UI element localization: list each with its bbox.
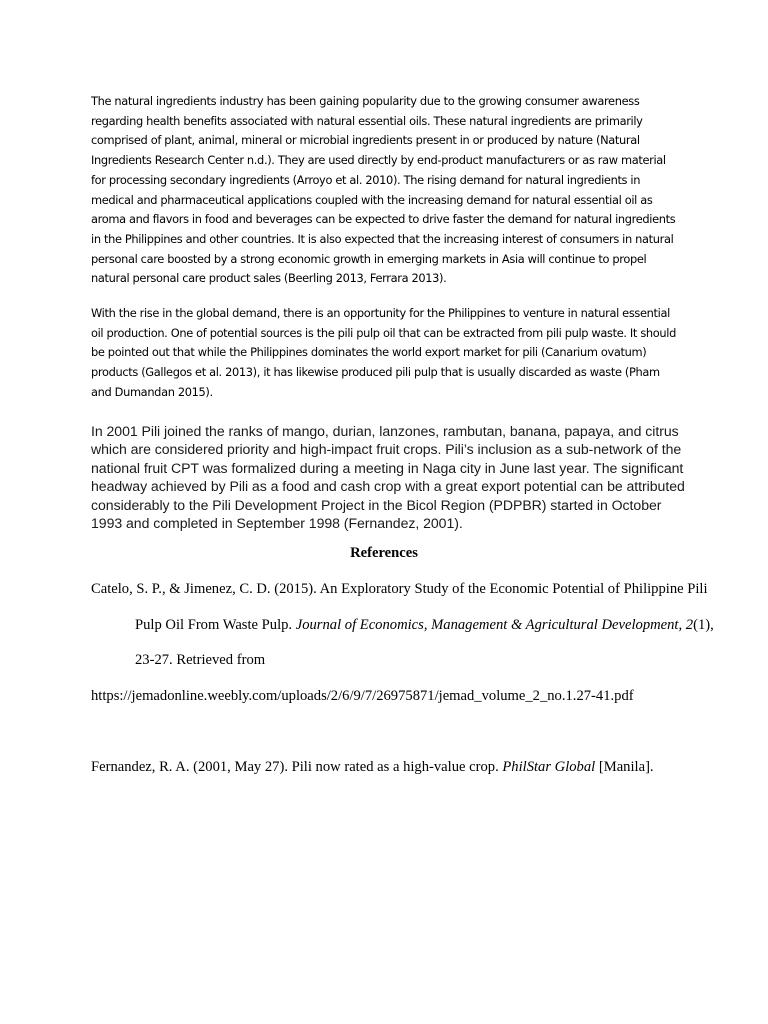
reference-2-place: [Manila]. <box>595 759 654 775</box>
reference-1-authors: Catelo, S. P., & Jimenez, C. D. (2015). An Exploratory Study of the Economic Potential of Philippine Pili Pulp Oil From Waste Pulp. <box>91 581 708 633</box>
reference-1-url[interactable]: https://jemadonline.weebly.com/uploads/2/6/9/7/26975871/jemad_volume_2_no.1.27-41.pdf <box>91 687 634 704</box>
reference-1-issue-pages: (1), 23-27. Retrieved from <box>135 616 714 669</box>
reference-1-journal: Journal of Economics, Management & Agricultural Development <box>295 616 679 633</box>
reference-1-volume: , 2 <box>678 616 694 633</box>
body-paragraph-1: The natural ingredients industry has been gaining popularity due to the growing consumer awareness regarding health benefits associated with natural essential oils. These natural ingredients are primarily comprised of plant, animal, mineral or microbial ingredients present in or produced by nature (Natural Ingredients Research Center n.d.). They are used directly by end-product manufacturers or as raw material for processing secondary ingredients (Arroyo et al. 2010). The rising demand for natural ingredients in medical and pharmaceutical applications coupled with the increasing demand for natural essential oil as aroma and flavors in food and beverages can be expected to drive faster the demand for natural ingredients in the Philippines and other countries. It is also expected that the increasing interest of consumers in natural personal care boosted by a strong economic growth in emerging markets in Asia will continue to propel natural personal care product sales (Beerling 2013, Ferrara 2013). <box>91 94 676 286</box>
references-heading: References <box>350 545 418 561</box>
reference-entry-2 <box>91 750 735 786</box>
body-paragraph-3: In 2001 Pili joined the ranks of mango, durian, lanzones, rambutan, banana, papaya, and citrus which are considered priority and high-impact fruit crops. Pili’s inclusion as a sub-network of the national fruit CPT was formalized during a meeting in Naga city in June last year. The significant headway achieved by Pili as a food and cash crop with a great export potential can be attributed considerably to the Pili Development Project in the Bicol Region (PDPBR) started in October 1993 and completed in September 1998 (Fernandez, 2001). <box>91 423 685 532</box>
reference-2-authors: Fernandez, R. A. (2001, May 27). Pili now rated as a high-value crop. <box>91 759 503 775</box>
reference-entry-1 <box>91 572 735 714</box>
reference-2-source: PhilStar Global <box>502 759 596 775</box>
body-paragraph-2: With the rise in the global demand, there is an opportunity for the Philippines to venture in natural essential oil production. One of potential sources is the pili pulp oil that can be extracted from pili pulp waste. It should be pointed out that while the Philippines dominates the world export market for pili (Canarium ovatum) products (Gallegos et al. 2013), it has likewise produced pili pulp that is usually discarded as waste (Pham and Dumandan 2015). <box>91 306 676 399</box>
